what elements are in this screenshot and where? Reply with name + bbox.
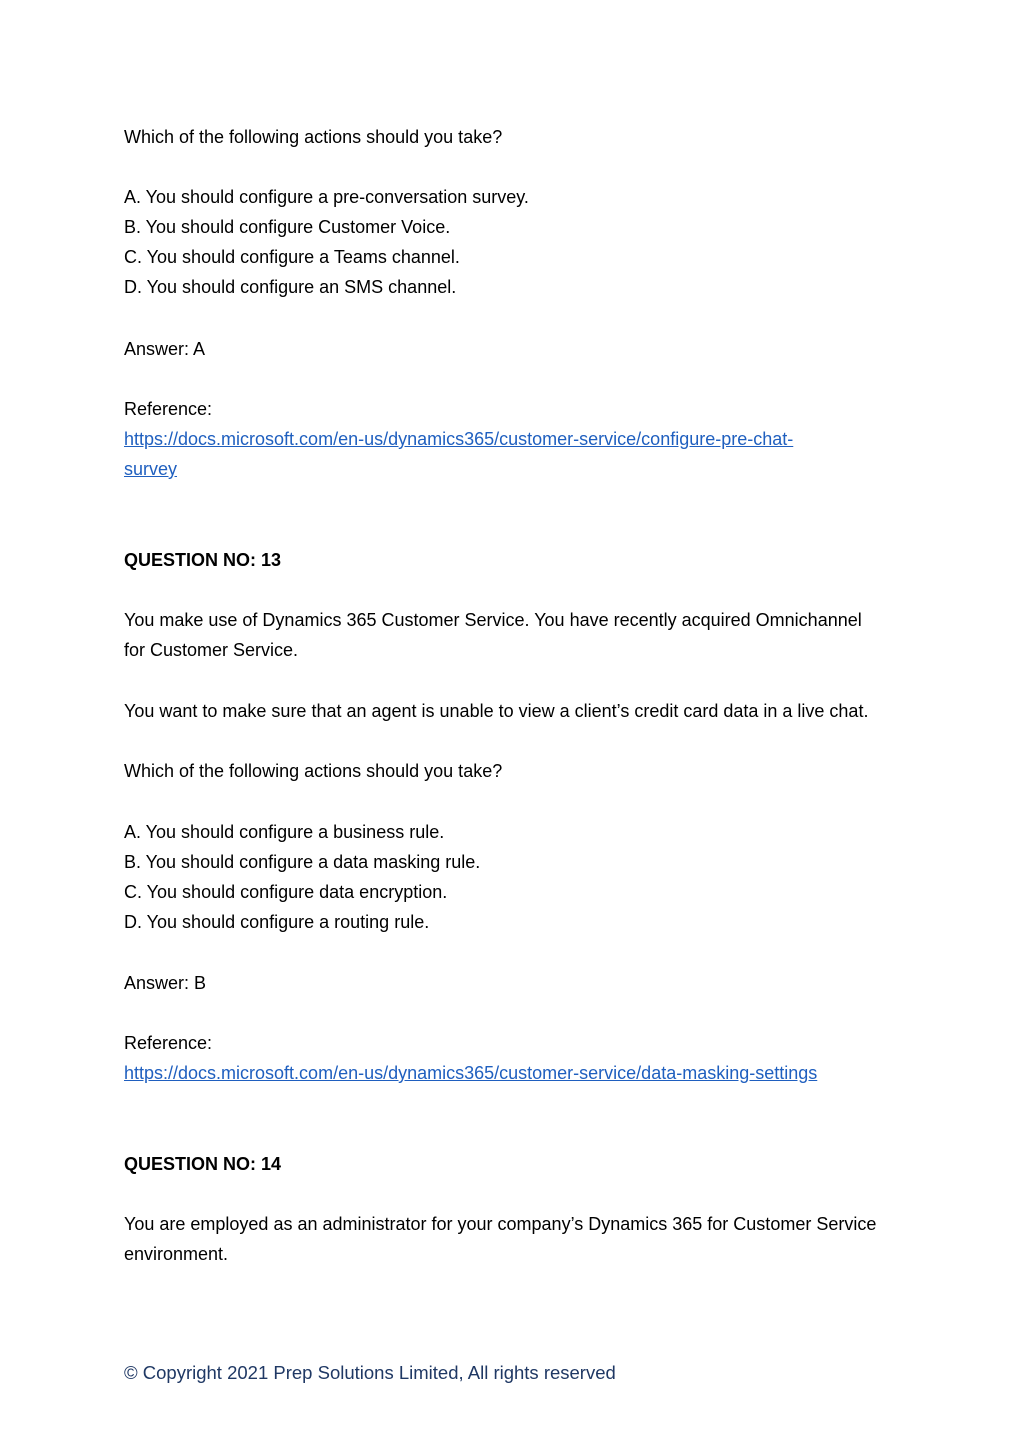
q13-reference-link[interactable]: https://docs.microsoft.com/en-us/dynamics365/customer-service/data-masking-settings bbox=[124, 1063, 818, 1083]
q12-option-c: C. You should configure a Teams channel. bbox=[124, 247, 460, 267]
q12-reference-link-line2[interactable]: survey bbox=[124, 459, 178, 479]
q13-option-b: B. You should configure a data masking rule. bbox=[124, 852, 481, 872]
q13-reference-label: Reference: bbox=[124, 1033, 213, 1053]
q14-text-line2: environment. bbox=[124, 1244, 229, 1264]
footer-copyright: © Copyright 2021 Prep Solutions Limited, All rights reserved bbox=[124, 1362, 616, 1383]
q13-answer: Answer: B bbox=[124, 973, 207, 993]
q13-text2: You want to make sure that an agent is unable to view a client’s credit card data in a live chat. bbox=[124, 701, 869, 721]
q12-option-a: A. You should configure a pre-conversation survey. bbox=[124, 187, 529, 207]
q12-option-d: D. You should configure an SMS channel. bbox=[124, 277, 457, 297]
q12-prompt: Which of the following actions should you take? bbox=[124, 127, 503, 147]
q14-heading: QUESTION NO: 14 bbox=[124, 1154, 282, 1174]
q12-option-b: B. You should configure Customer Voice. bbox=[124, 217, 451, 237]
q12-answer: Answer: A bbox=[124, 339, 206, 359]
q13-heading: QUESTION NO: 13 bbox=[124, 550, 282, 570]
q12-reference-label: Reference: bbox=[124, 399, 213, 419]
q13-text-line1: You make use of Dynamics 365 Customer Service. You have recently acquired Omnichannel bbox=[124, 610, 862, 630]
q13-option-d: D. You should configure a routing rule. bbox=[124, 912, 430, 932]
q13-text-line2: for Customer Service. bbox=[124, 640, 299, 660]
q14-text-line1: You are employed as an administrator for your company’s Dynamics 365 for Customer Service bbox=[124, 1214, 877, 1234]
q12-reference-link-line1[interactable]: https://docs.microsoft.com/en-us/dynamics365/customer-service/configure-pre-chat- bbox=[124, 429, 794, 449]
q13-option-c: C. You should configure data encryption. bbox=[124, 882, 448, 902]
q13-prompt: Which of the following actions should you take? bbox=[124, 761, 503, 781]
q13-option-a: A. You should configure a business rule. bbox=[124, 822, 445, 842]
